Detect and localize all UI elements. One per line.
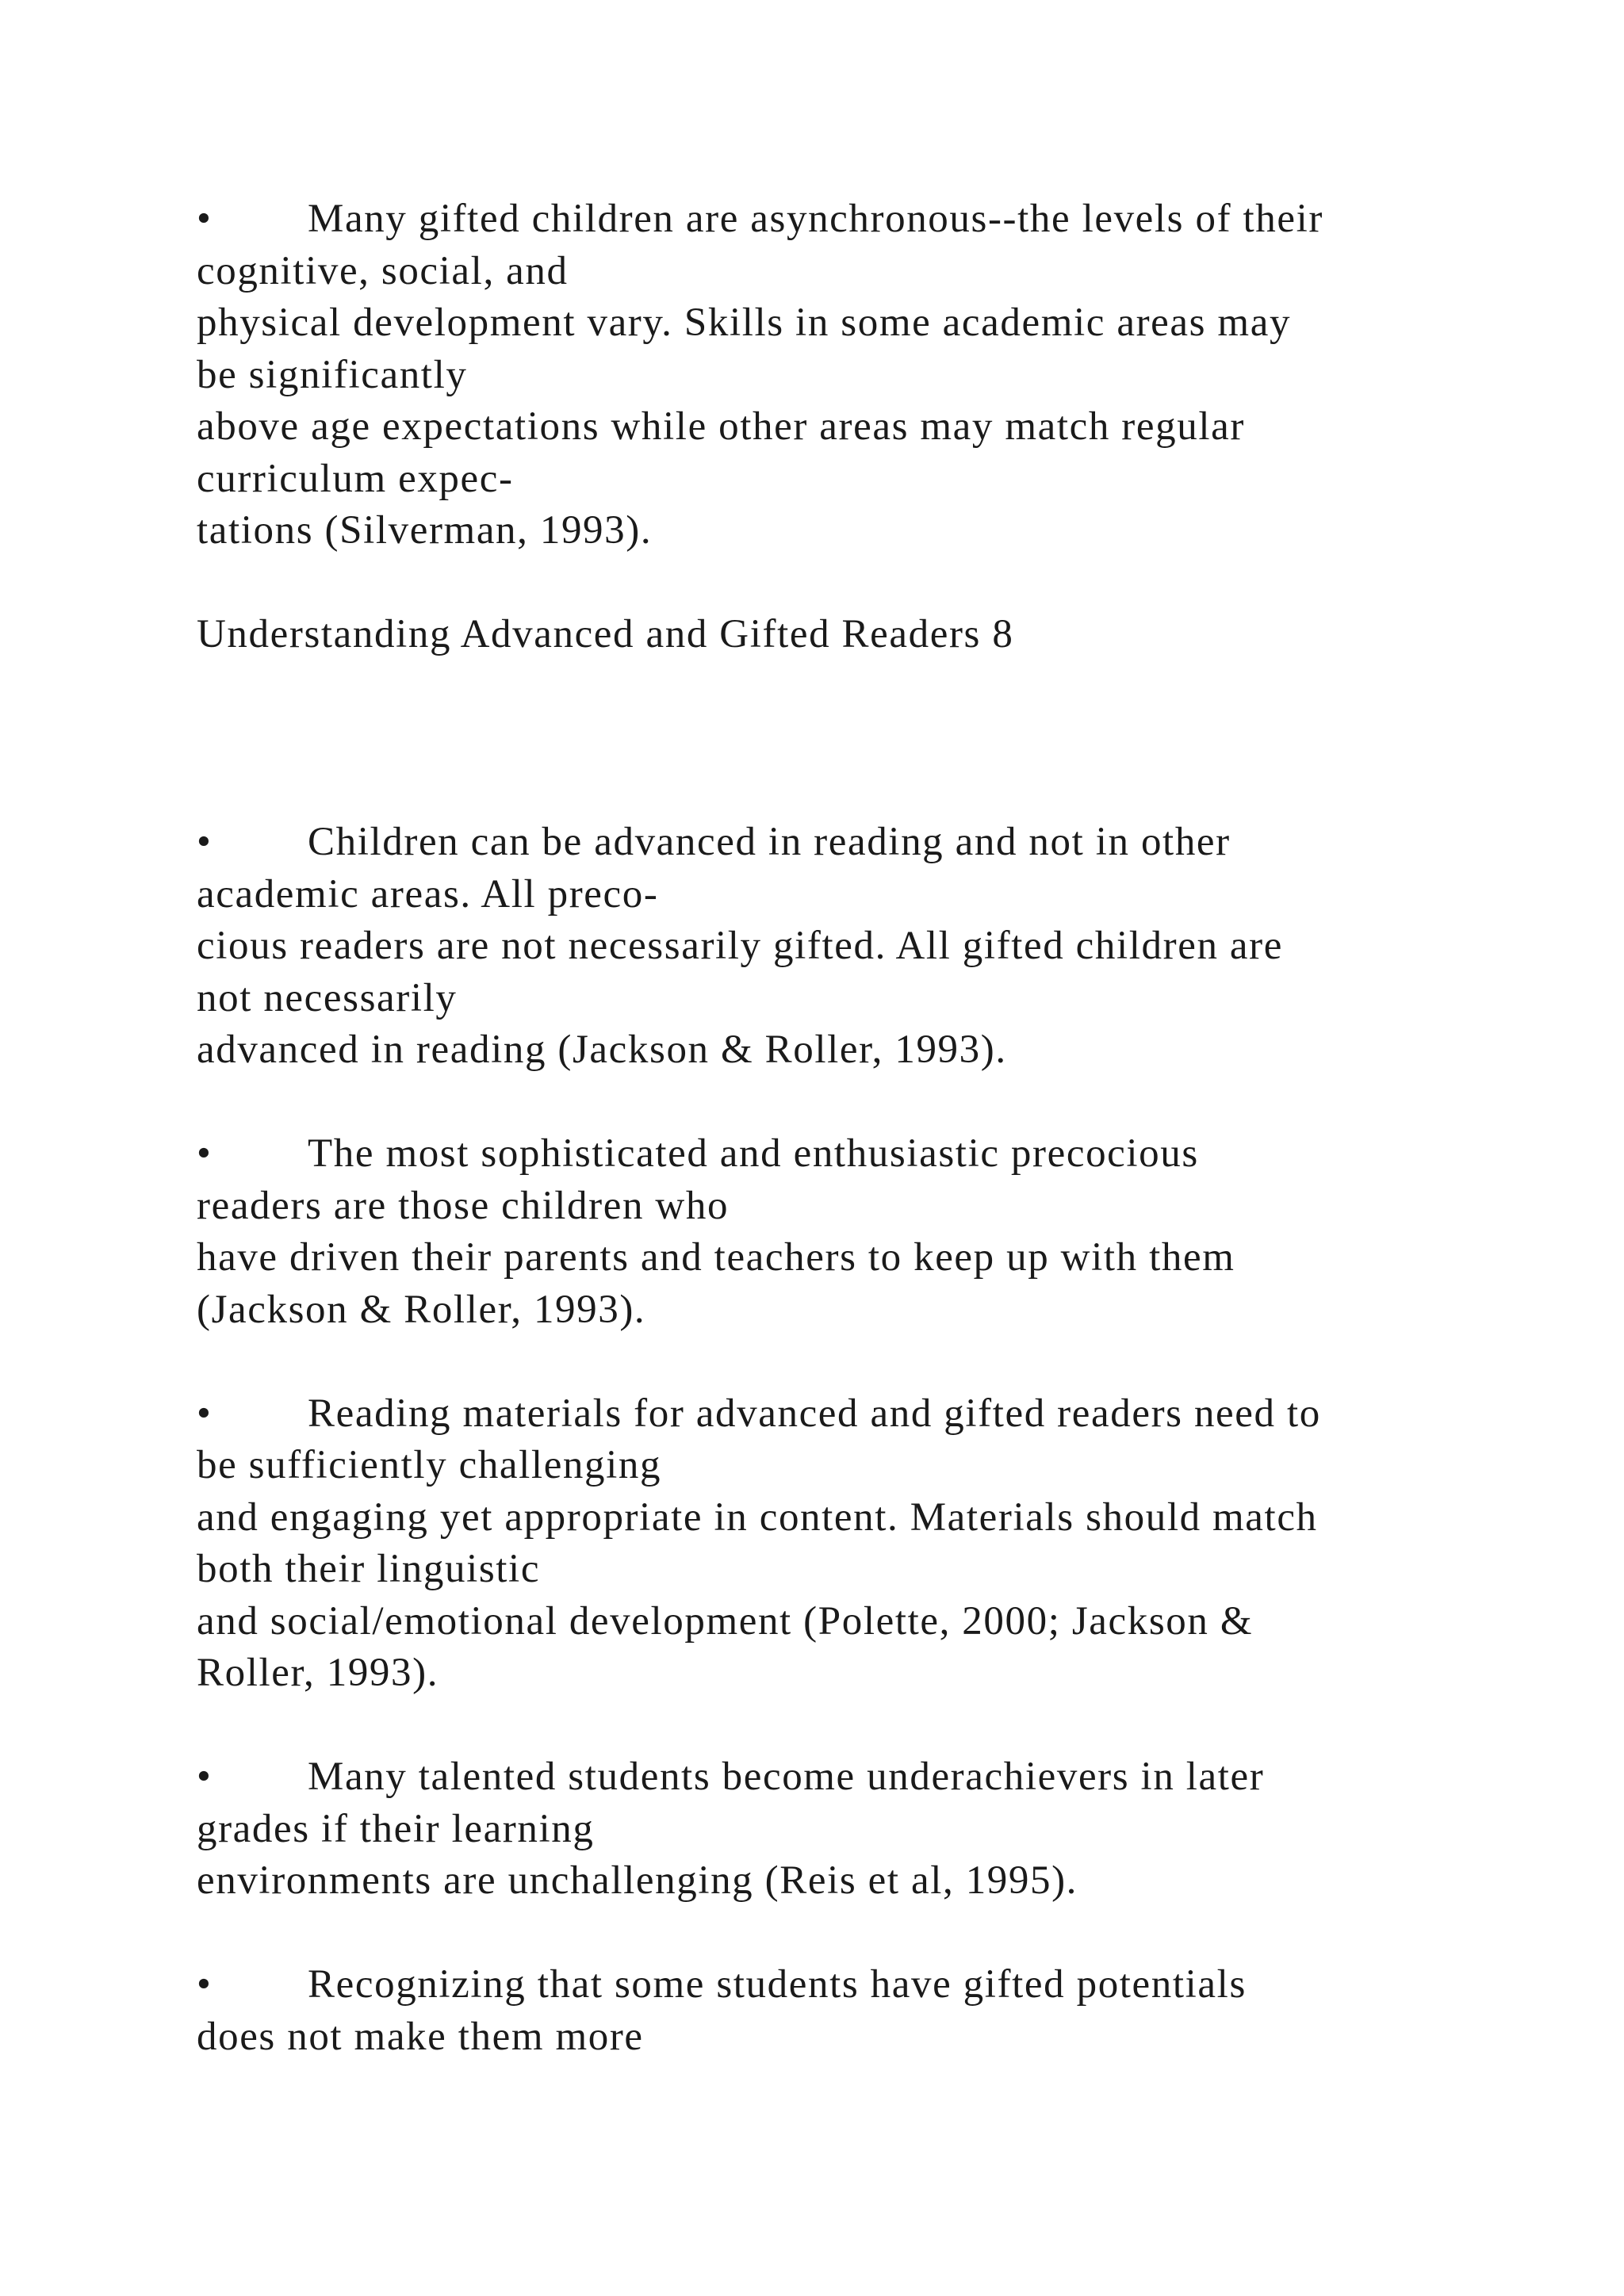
blank-line bbox=[197, 557, 1497, 610]
text-line bbox=[197, 401, 1497, 453]
bullet-marker: • bbox=[197, 820, 213, 864]
text-line bbox=[197, 193, 1497, 246]
text-line bbox=[197, 1647, 1497, 1700]
text-line bbox=[197, 1751, 1497, 1804]
line-text: be sufficiently challenging bbox=[197, 1443, 662, 1487]
line-text: cognitive, social, and bbox=[197, 248, 569, 293]
text-line bbox=[197, 920, 1497, 973]
text-line bbox=[197, 1804, 1497, 1856]
line-text: and engaging yet appropriate in content. Materials should match bbox=[197, 1494, 1318, 1540]
text-line bbox=[197, 869, 1497, 921]
line-text: have driven their parents and teachers to keep up with them bbox=[197, 1235, 1235, 1280]
line-text: Roller, 1993). bbox=[197, 1651, 439, 1695]
bullet-marker: • bbox=[197, 197, 213, 241]
bullet-marker: • bbox=[197, 1962, 213, 2007]
blank-line bbox=[197, 713, 1497, 765]
line-text: Understanding Advanced and Gifted Readers 8 bbox=[197, 612, 1014, 656]
text-line bbox=[197, 297, 1497, 350]
text-line bbox=[197, 1284, 1497, 1337]
bullet-marker: • bbox=[197, 1131, 213, 1176]
blank-line bbox=[197, 1908, 1497, 1960]
line-text: and social/emotional development (Polette, 2000; Jackson & bbox=[197, 1598, 1254, 1644]
line-text: cious readers are not necessarily gifted. All gifted children are bbox=[197, 924, 1283, 968]
text-line bbox=[197, 1959, 1497, 2011]
line-text: Many gifted children are asynchronous--the levels of their bbox=[308, 197, 1323, 241]
line-text: physical development vary. Skills in some academic areas may bbox=[197, 300, 1292, 345]
blank-line bbox=[197, 1077, 1497, 1129]
text-line bbox=[197, 1544, 1497, 1596]
text-line bbox=[197, 246, 1497, 298]
line-text: academic areas. All preco- bbox=[197, 871, 659, 916]
text-line bbox=[197, 1128, 1497, 1181]
text-line bbox=[197, 1492, 1497, 1544]
text-line bbox=[197, 1596, 1497, 1648]
text-line bbox=[197, 350, 1497, 402]
text-line bbox=[197, 2011, 1497, 2064]
line-text: Reading materials for advanced and gifted readers need to bbox=[308, 1391, 1321, 1436]
text-line bbox=[197, 453, 1497, 506]
line-text: curriculum expec- bbox=[197, 456, 514, 501]
bullet-marker: • bbox=[197, 1391, 213, 1436]
document-body bbox=[197, 193, 1497, 2063]
blank-line bbox=[197, 661, 1497, 714]
text-line bbox=[197, 1388, 1497, 1441]
line-text: both their linguistic bbox=[197, 1547, 541, 1591]
line-text: above age expectations while other areas may match regular bbox=[197, 404, 1245, 449]
line-text: (Jackson & Roller, 1993). bbox=[197, 1287, 646, 1332]
line-text: grades if their learning bbox=[197, 1806, 595, 1851]
line-text: The most sophisticated and enthusiastic precocious bbox=[308, 1131, 1199, 1176]
bullet-marker: • bbox=[197, 1755, 213, 1799]
text-line bbox=[197, 1440, 1497, 1492]
text-line bbox=[197, 1855, 1497, 1908]
page-header bbox=[197, 609, 1497, 661]
line-text: advanced in reading (Jackson & Roller, 1993). bbox=[197, 1027, 1007, 1072]
text-line bbox=[197, 505, 1497, 557]
blank-line bbox=[197, 765, 1497, 817]
line-text: be significantly bbox=[197, 352, 468, 397]
line-text: not necessarily bbox=[197, 975, 458, 1020]
text-line bbox=[197, 973, 1497, 1025]
line-text: Many talented students become underachievers in later bbox=[308, 1755, 1265, 1799]
blank-line bbox=[197, 1336, 1497, 1388]
text-line bbox=[197, 1024, 1497, 1077]
line-text: environments are unchallenging (Reis et al, 1995). bbox=[197, 1858, 1078, 1903]
line-text: does not make them more bbox=[197, 2014, 644, 2059]
text-line bbox=[197, 1232, 1497, 1284]
line-text: tations (Silverman, 1993). bbox=[197, 508, 653, 553]
text-line bbox=[197, 817, 1497, 869]
blank-line bbox=[197, 1700, 1497, 1752]
text-line bbox=[197, 1181, 1497, 1233]
line-text: Children can be advanced in reading and not in other bbox=[308, 820, 1231, 864]
line-text: Recognizing that some students have gifted potentials bbox=[308, 1962, 1247, 2007]
line-text: readers are those children who bbox=[197, 1183, 730, 1228]
